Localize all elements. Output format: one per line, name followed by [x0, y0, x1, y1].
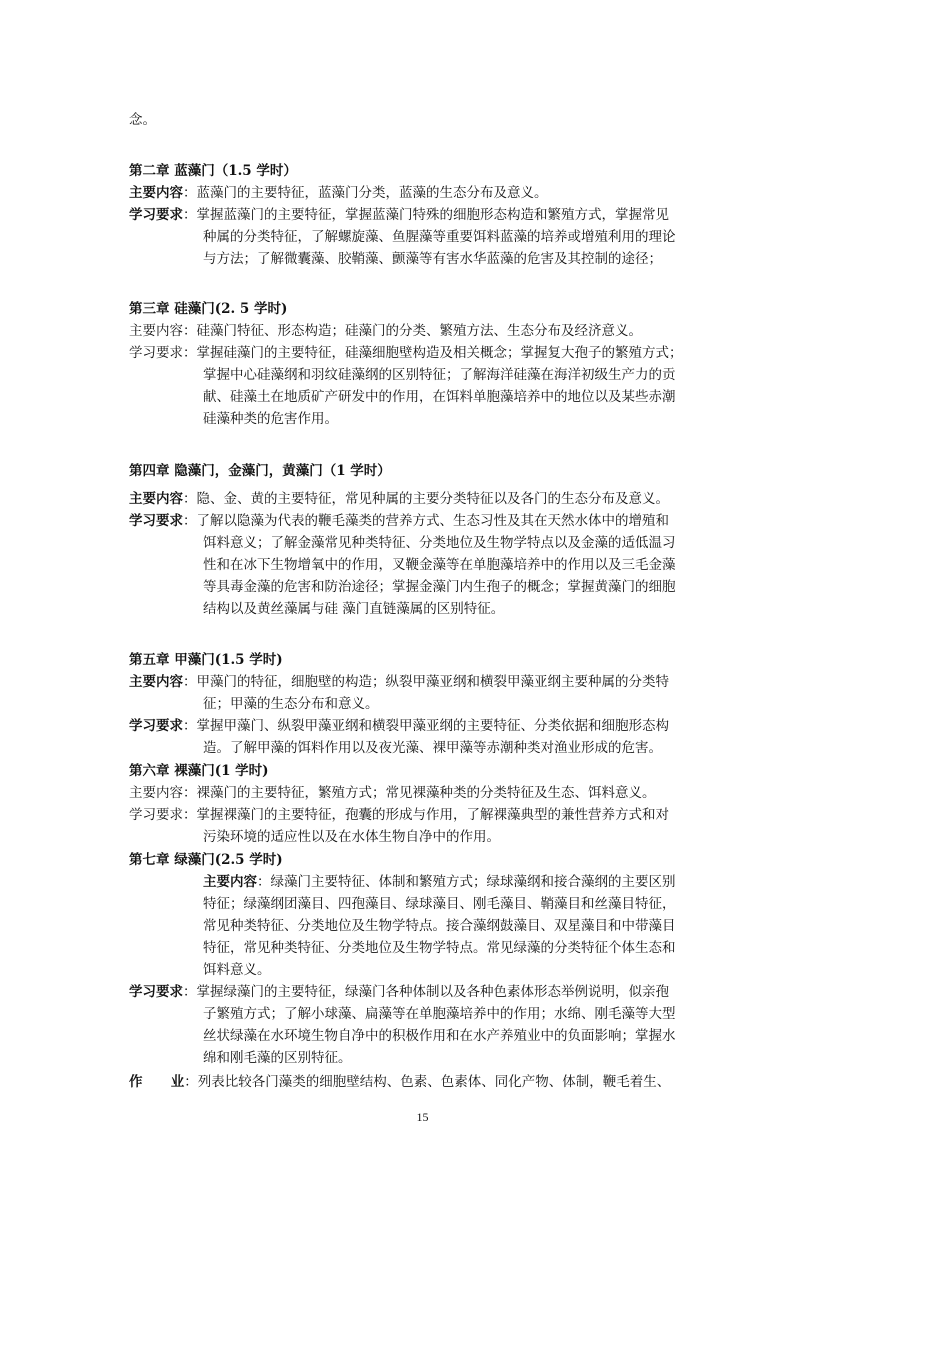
- req-line: ：掌握甲藻门、纵裂甲藻亚纲和横裂甲藻亚纲的主要特征、分类依据和细胞形态构: [183, 718, 669, 734]
- req-line: 结构以及黄丝藻属与硅 藻门直链藻属的区别特征。: [203, 601, 505, 617]
- req-line: 饵料意义；了解金藻常见种类特征、分类地位及生物学特点以及金藻的适低温习: [203, 535, 676, 551]
- content-label: 主要内容: [129, 674, 183, 690]
- chapter-4-content: [129, 490, 669, 508]
- chapter-2-title: 第二章 蓝藻门（1.5 学时）: [129, 163, 297, 179]
- page-number: 15: [416, 1110, 429, 1124]
- req-label: 学习要求: [129, 718, 183, 734]
- req-label: 学习要求: [129, 207, 183, 223]
- content-text: ：甲藻门的特征，细胞壁的构造；纵裂甲藻亚纲和横裂甲藻亚纲主要种属的分类特: [183, 674, 669, 690]
- content-line: 常见种类特征、分类地位及生物学特点。接合藻纲鼓藻目、双星藻目和中带藻目: [203, 918, 676, 934]
- req-line: ：了解以隐藻为代表的鞭毛藻类的营养方式、生态习性及其在天然水体中的增殖和: [183, 513, 669, 529]
- homework-text: ：列表比较各门藻类的细胞壁结构、色素、色素体、同化产物、体制，鞭毛着生、: [184, 1074, 671, 1090]
- chapter-2-content: [129, 184, 548, 202]
- chapter-7-req: [129, 983, 669, 1001]
- content-label: 主要内容: [129, 491, 183, 507]
- req-line: 造。了解甲藻的饵料作用以及夜光藻、裸甲藻等赤潮种类对渔业形成的危害。: [203, 740, 662, 756]
- chapter-7-title: 第七章 绿藻门(2.5 学时): [129, 852, 283, 868]
- req-label: 学习要求: [129, 513, 183, 529]
- content-text: ：隐、金、黄的主要特征，常见种属的主要分类特征以及各门的生态分布及意义。: [183, 491, 669, 507]
- homework: [129, 1073, 670, 1091]
- content-text: ：蓝藻门的主要特征，蓝藻门分类，蓝藻的生态分布及意义。: [183, 185, 548, 201]
- content-text: ：绿藻门主要特征、体制和繁殖方式；绿球藻纲和接合藻纲的主要区别: [257, 874, 676, 890]
- chapter-4-title: 第四章 隐藻门，金藻门，黄藻门（1 学时）: [129, 463, 391, 479]
- req-line: 等具毒金藻的危害和防治途径；掌握金藻门内生孢子的概念；掌握黄藻门的细胞: [203, 579, 676, 595]
- req-line: 掌握中心硅藻纲和羽纹硅藻纲的区别特征；了解海洋硅藻在海洋初级生产力的贡: [203, 367, 676, 383]
- content-line: 特征，常见种类特征、分类地位及生物学特点。常见绿藻的分类特征个体生态和: [203, 940, 676, 956]
- chapter-4-req: [129, 512, 669, 530]
- chapter-6-title: 第六章 裸藻门(1 学时): [129, 763, 269, 779]
- chapter-5-title: 第五章 甲藻门(1.5 学时): [129, 652, 283, 668]
- req-line: 硅藻种类的危害作用。: [203, 411, 338, 427]
- content-line: 饵料意义。: [203, 962, 271, 978]
- req-line: 与方法；了解微囊藻、胶鞘藻、颤藻等有害水华蓝藻的危害及其控制的途径；: [203, 251, 662, 267]
- chapter-6-content: 主要内容：裸藻门的主要特征，繁殖方式；常见裸藻种类的分类特征及生态、饵料意义。: [129, 785, 656, 801]
- req-label: 学习要求: [129, 984, 183, 1000]
- chapter-3-title: 第三章 硅藻门(2. 5 学时): [129, 301, 288, 317]
- req-line: 丝状绿藻在水环境生物自净中的积极作用和在水产养殖业中的负面影响；掌握水: [203, 1028, 676, 1044]
- req-line: 学习要求：掌握硅藻门的主要特征，硅藻细胞壁构造及相关概念；掌握复大孢子的繁殖方式；: [129, 345, 683, 361]
- chapter-5-content: [129, 673, 669, 691]
- content-line: 特征；绿藻纲团藻目、四孢藻目、绿球藻目、刚毛藻目、鞘藻目和丝藻目特征，: [203, 896, 676, 912]
- chapter-7-content: [203, 873, 676, 891]
- chapter-5-req: [129, 717, 669, 735]
- req-line: 献、硅藻土在地质矿产研发中的作用，在饵料单胞藻培养中的地位以及某些赤潮: [203, 389, 676, 405]
- chapter-2-req: [129, 206, 669, 224]
- req-line: 绵和刚毛藻的区别特征。: [203, 1050, 352, 1066]
- content-line: 征；甲藻的生态分布和意义。: [203, 696, 379, 712]
- req-line: 子繁殖方式；了解小球藻、扁藻等在单胞藻培养中的作用；水绵、刚毛藻等大型: [203, 1006, 676, 1022]
- req-line: 学习要求：掌握裸藻门的主要特征，孢囊的形成与作用，了解裸藻典型的兼性营养方式和对: [129, 807, 669, 823]
- content-label: 主要内容: [129, 185, 183, 201]
- req-line: 种属的分类特征，了解螺旋藻、鱼腥藻等重要饵料蓝藻的培养或增殖利用的理论: [203, 229, 676, 245]
- req-line: ：掌握绿藻门的主要特征，绿藻门各种体制以及各种色素体形态举例说明，似亲孢: [183, 984, 669, 1000]
- chapter-3-content: 主要内容：硅藻门特征、形态构造；硅藻门的分类、繁殖方法、生态分布及经济意义。: [129, 323, 642, 339]
- content-label: 主要内容: [203, 874, 257, 890]
- req-line: 污染环境的适应性以及在水体生物自净中的作用。: [203, 829, 500, 845]
- intro-tail: 念。: [129, 112, 156, 128]
- req-line: ：掌握蓝藻门的主要特征，掌握蓝藻门特殊的细胞形态构造和繁殖方式，掌握常见: [183, 207, 669, 223]
- homework-label: 作 业: [129, 1074, 185, 1090]
- req-line: 性和在冰下生物增氧中的作用，叉鞭金藻等在单胞藻培养中的作用以及三毛金藻: [203, 557, 676, 573]
